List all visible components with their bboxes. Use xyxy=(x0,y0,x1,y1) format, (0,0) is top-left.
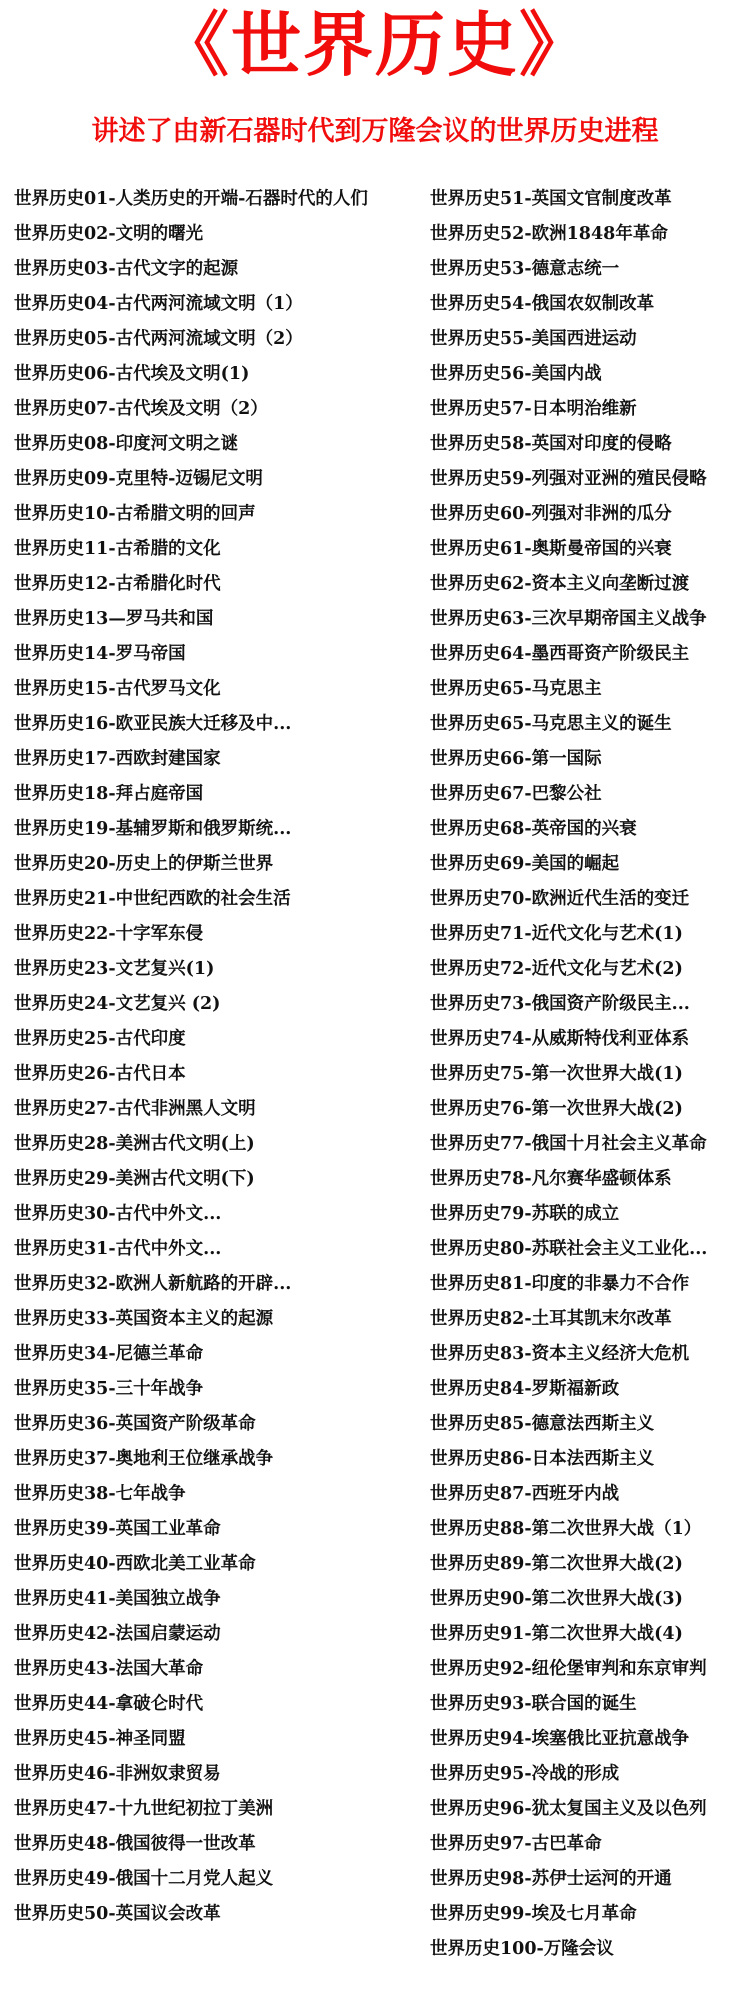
episode-list-right xyxy=(430,182,748,1967)
list-item: 世界历史54-俄国农奴制改革 xyxy=(430,294,655,314)
list-item: 世界历史77-俄国十月社会主义革命 xyxy=(430,1134,707,1154)
list-item: 世界历史80-苏联社会主义工业化... xyxy=(430,1239,708,1259)
list-item: 世界历史84-罗斯福新政 xyxy=(430,1379,620,1399)
list-item: 世界历史13—罗马共和国 xyxy=(14,609,214,629)
page-subtitle: 讲述了由新石器时代到万隆会议的世界历史进程 xyxy=(91,116,659,147)
list-item: 世界历史42-法国启蒙运动 xyxy=(14,1624,221,1644)
list-item: 世界历史14-罗马帝国 xyxy=(14,644,186,664)
list-item: 世界历史67-巴黎公社 xyxy=(430,784,602,804)
list-item: 世界历史55-美国西进运动 xyxy=(430,329,637,349)
list-item: 世界历史61-奥斯曼帝国的兴衰 xyxy=(430,539,672,559)
list-item: 世界历史85-德意法西斯主义 xyxy=(430,1414,655,1434)
list-item: 世界历史57-日本明治维新 xyxy=(430,399,637,419)
list-item: 世界历史58-英国对印度的侵略 xyxy=(430,434,672,454)
list-item: 世界历史01-人类历史的开端-石器时代的人们 xyxy=(14,189,368,209)
list-item: 世界历史47-十九世纪初拉丁美洲 xyxy=(14,1799,274,1819)
list-item: 世界历史12-古希腊化时代 xyxy=(14,574,221,594)
list-item: 世界历史35-三十年战争 xyxy=(14,1379,204,1399)
list-item: 世界历史17-西欧封建国家 xyxy=(14,749,221,769)
list-item: 世界历史21-中世纪西欧的社会生活 xyxy=(14,889,291,909)
list-item: 世界历史41-美国独立战争 xyxy=(14,1589,221,1609)
list-item: 世界历史87-西班牙内战 xyxy=(430,1484,620,1504)
list-item: 世界历史38-七年战争 xyxy=(14,1484,186,1504)
episode-list-left xyxy=(14,182,434,1932)
list-item: 世界历史64-墨西哥资产阶级民主 xyxy=(430,644,690,664)
list-item: 世界历史06-古代埃及文明(1) xyxy=(14,364,250,384)
list-item: 世界历史34-尼德兰革命 xyxy=(14,1344,204,1364)
list-item: 世界历史71-近代文化与艺术(1) xyxy=(430,924,683,944)
list-item: 世界历史45-神圣同盟 xyxy=(14,1729,186,1749)
list-item: 世界历史62-资本主义向垄断过渡 xyxy=(430,574,690,594)
list-item: 世界历史43-法国大革命 xyxy=(14,1659,204,1679)
list-item: 世界历史29-美洲古代文明(下) xyxy=(14,1169,255,1189)
list-item: 世界历史70-欧洲近代生活的变迁 xyxy=(430,889,690,909)
list-item: 世界历史97-古巴革命 xyxy=(430,1834,602,1854)
list-item: 世界历史48-俄国彼得一世改革 xyxy=(14,1834,256,1854)
list-item: 世界历史30-古代中外文... xyxy=(14,1204,222,1224)
list-item: 世界历史36-英国资产阶级革命 xyxy=(14,1414,256,1434)
list-item: 世界历史90-第二次世界大战(3) xyxy=(430,1589,683,1609)
list-item: 世界历史49-俄国十二月党人起义 xyxy=(14,1869,274,1889)
list-item: 世界历史78-凡尔赛华盛顿体系 xyxy=(430,1169,672,1189)
list-item: 世界历史37-奥地利王位继承战争 xyxy=(14,1449,274,1469)
list-item: 世界历史25-古代印度 xyxy=(14,1029,186,1049)
list-item: 世界历史50-英国议会改革 xyxy=(14,1904,221,1924)
list-item: 世界历史19-基辅罗斯和俄罗斯统... xyxy=(14,819,292,839)
list-item: 世界历史28-美洲古代文明(上) xyxy=(14,1134,255,1154)
list-item: 世界历史44-拿破仑时代 xyxy=(14,1694,204,1714)
list-item: 世界历史03-古代文字的起源 xyxy=(14,259,239,279)
list-item: 世界历史81-印度的非暴力不合作 xyxy=(430,1274,690,1294)
list-item: 世界历史23-文艺复兴(1) xyxy=(14,959,215,979)
list-item: 世界历史96-犹太复国主义及以色列 xyxy=(430,1799,707,1819)
list-item: 世界历史04-古代两河流域文明（1） xyxy=(14,294,303,314)
list-item: 世界历史100-万隆会议 xyxy=(430,1939,614,1959)
list-item: 世界历史18-拜占庭帝国 xyxy=(14,784,204,804)
list-item: 世界历史33-英国资本主义的起源 xyxy=(14,1309,274,1329)
list-item: 世界历史65-马克思主义的诞生 xyxy=(430,714,672,734)
list-item: 世界历史51-英国文官制度改革 xyxy=(430,189,672,209)
list-item: 世界历史79-苏联的成立 xyxy=(430,1204,620,1224)
list-item: 世界历史40-西欧北美工业革命 xyxy=(14,1554,256,1574)
list-item: 世界历史91-第二次世界大战(4) xyxy=(430,1624,683,1644)
list-item: 世界历史98-苏伊士运河的开通 xyxy=(430,1869,672,1889)
list-item: 世界历史92-纽伦堡审判和东京审判 xyxy=(430,1659,707,1679)
list-item: 世界历史32-欧洲人新航路的开辟... xyxy=(14,1274,292,1294)
list-item: 世界历史65-马克思主 xyxy=(430,679,602,699)
list-item: 世界历史74-从威斯特伐利亚体系 xyxy=(430,1029,690,1049)
list-item: 世界历史02-文明的曙光 xyxy=(14,224,204,244)
list-item: 世界历史09-克里特-迈锡尼文明 xyxy=(14,469,263,489)
list-item: 世界历史22-十字军东侵 xyxy=(14,924,204,944)
list-item: 世界历史07-古代埃及文明（2） xyxy=(14,399,268,419)
list-item: 世界历史27-古代非洲黑人文明 xyxy=(14,1099,256,1119)
list-item: 世界历史56-美国内战 xyxy=(430,364,602,384)
list-item: 世界历史16-欧亚民族大迁移及中... xyxy=(14,714,292,734)
list-item: 世界历史20-历史上的伊斯兰世界 xyxy=(14,854,274,874)
list-item: 世界历史53-德意志统一 xyxy=(430,259,620,279)
list-item: 世界历史86-日本法西斯主义 xyxy=(430,1449,655,1469)
list-item: 世界历史72-近代文化与艺术(2) xyxy=(430,959,683,979)
list-item: 世界历史99-埃及七月革命 xyxy=(430,1904,637,1924)
list-item: 世界历史68-英帝国的兴衰 xyxy=(430,819,637,839)
list-item: 世界历史08-印度河文明之谜 xyxy=(14,434,239,454)
list-item: 世界历史60-列强对非洲的瓜分 xyxy=(430,504,672,524)
list-item: 世界历史88-第二次世界大战（1） xyxy=(430,1519,702,1539)
list-item: 世界历史63-三次早期帝国主义战争 xyxy=(430,609,707,629)
list-item: 世界历史83-资本主义经济大危机 xyxy=(430,1344,690,1364)
list-item: 世界历史82-土耳其凯末尔改革 xyxy=(430,1309,672,1329)
list-item: 世界历史26-古代日本 xyxy=(14,1064,186,1084)
list-item: 世界历史15-古代罗马文化 xyxy=(14,679,221,699)
list-item: 世界历史73-俄国资产阶级民主... xyxy=(430,994,690,1014)
list-item: 世界历史89-第二次世界大战(2) xyxy=(430,1554,683,1574)
list-item: 世界历史94-埃塞俄比亚抗意战争 xyxy=(430,1729,690,1749)
list-item: 世界历史52-欧洲1848年革命 xyxy=(430,224,668,244)
list-item: 世界历史05-古代两河流域文明（2） xyxy=(14,329,303,349)
list-item: 世界历史39-英国工业革命 xyxy=(14,1519,221,1539)
list-item: 世界历史59-列强对亚洲的殖民侵略 xyxy=(430,469,707,489)
list-item: 世界历史95-冷战的形成 xyxy=(430,1764,620,1784)
list-item: 世界历史66-第一国际 xyxy=(430,749,602,769)
list-item: 世界历史31-古代中外文... xyxy=(14,1239,222,1259)
list-item: 世界历史69-美国的崛起 xyxy=(430,854,620,874)
page-title: 《世界历史》 xyxy=(159,4,591,86)
list-item: 世界历史24-文艺复兴 (2) xyxy=(14,994,221,1014)
list-item: 世界历史76-第一次世界大战(2) xyxy=(430,1099,683,1119)
list-item: 世界历史11-古希腊的文化 xyxy=(14,539,221,559)
list-item: 世界历史75-第一次世界大战(1) xyxy=(430,1064,683,1084)
list-item: 世界历史10-古希腊文明的回声 xyxy=(14,504,256,524)
list-item: 世界历史46-非洲奴隶贸易 xyxy=(14,1764,221,1784)
list-item: 世界历史93-联合国的诞生 xyxy=(430,1694,637,1714)
